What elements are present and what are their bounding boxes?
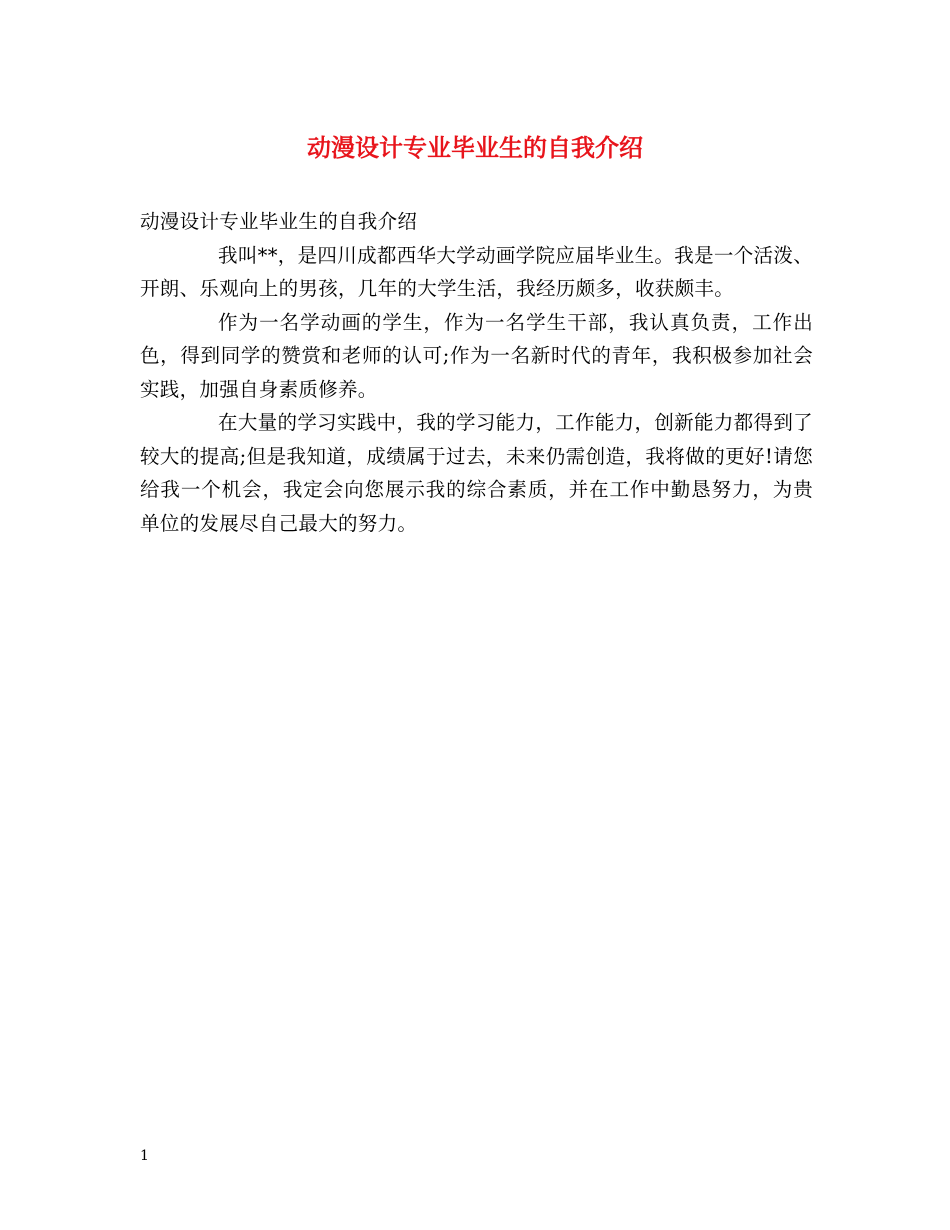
subtitle-line: 动漫设计专业毕业生的自我介绍	[140, 210, 418, 233]
document-body	[140, 205, 813, 540]
page-number: 1	[140, 1148, 149, 1164]
paragraph-3: 在大量的学习实践中，我的学习能力，工作能力，创新能力都得到了较大的提高;但是我知道，成绩属于过去，未来仍需创造，我将做的更好!请您给我一个机会，我定会向您展示我的综合素质，并在工作中勤恳努力，为贵单位的发展尽自己最大的努力。	[140, 411, 813, 535]
paragraph-1: 我叫**，是四川成都西华大学动画学院应届毕业生。我是一个活泼、开朗、乐观向上的男孩，几年的大学生活，我经历颇多，收获颇丰。	[140, 243, 813, 300]
page-title: 动漫设计专业毕业生的自我介绍	[307, 133, 643, 162]
paragraph-2: 作为一名学动画的学生，作为一名学生干部，我认真负责，工作出色，得到同学的赞赏和老师的认可;作为一名新时代的青年，我积极参加社会实践，加强自身素质修养。	[140, 310, 813, 401]
